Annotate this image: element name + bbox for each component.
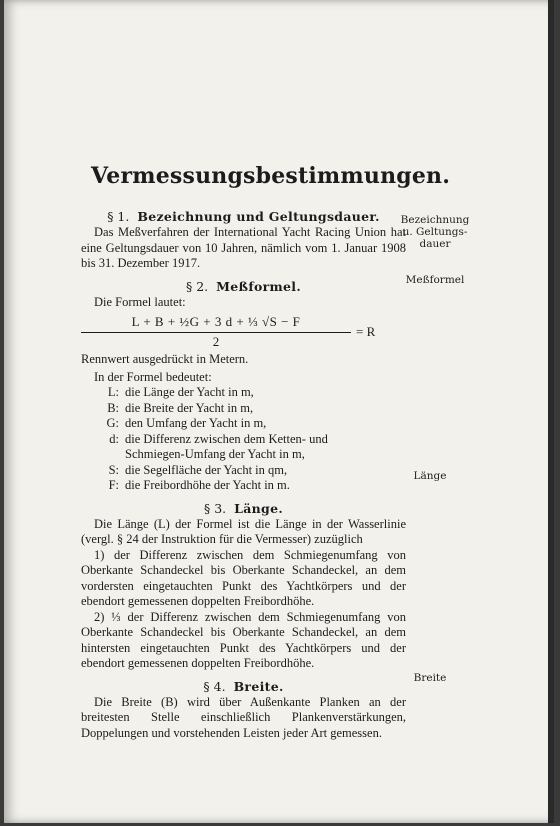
margin-note-2: Meßformel <box>405 274 465 286</box>
formula-numerator: L + B + ½G + 3 d + ⅓ √S − F <box>131 314 301 329</box>
definitions-list <box>81 370 406 494</box>
section-3-paragraph: Die Länge (L) der Formel ist die Länge in der Wasserlinie (vergl. § 24 der Instruktion für die Vermesser) zuzüglich <box>81 516 406 546</box>
book-page <box>4 0 554 823</box>
section-title: Breite. <box>233 678 284 694</box>
section-number: § 3. <box>204 500 227 516</box>
section-1-text: Das Meßverfahren der International Yacht Racing Union hat eine Geltungsdauer von 10 Jahren, nämlich vom 1. Januar 1908 bis 31. Dezember 1917. <box>81 225 406 270</box>
definition-text: die Breite der Yacht in m, <box>125 400 254 415</box>
section-title: Bezeichnung und Geltungsdauer. <box>137 209 380 224</box>
section-3-paragraph: 2) ⅓ der Differenz zwischen dem Schmiegenumfang von Oberkante Schandeckel bis Oberkante Schandeckel, an dem hintersten eingetauchten Punkt des Yachtkörpers und der ebendort gemessenen doppelten Freibordhöhe. <box>81 609 406 670</box>
definition-text: den Umfang der Yacht in m, <box>125 416 267 430</box>
definition-symbol: G: <box>106 416 119 430</box>
definition-row <box>81 416 406 432</box>
section-3-heading <box>81 501 406 517</box>
definition-row <box>81 401 406 417</box>
definition-text: die Freibordhöhe der Yacht in m. <box>125 478 290 492</box>
definition-text: die Länge der Yacht in m, <box>125 385 254 399</box>
section-number: § 1. <box>107 209 130 224</box>
definition-row <box>81 478 406 494</box>
page-edge <box>548 0 554 823</box>
definition-symbol: B: <box>107 400 119 415</box>
margin-note-1: Bezeichnung u. Geltungs-dauer <box>400 214 470 250</box>
definition-row <box>81 463 406 479</box>
page-title: Vermessungsbestimmungen. <box>91 163 451 189</box>
definition-symbol: d: <box>109 431 119 446</box>
section-number: § 4. <box>203 678 226 694</box>
definition-continuation: Schmiegen-Umfang der Yacht in m, <box>125 447 305 461</box>
formula <box>81 314 406 350</box>
section-4-text: Die Breite (B) wird über Außenkante Planken an der breitesten Stelle einschließlich Plankenverstärkungen, Doppelungen und vorstehenden Leisten jeder Art gemessen. <box>81 694 406 740</box>
formula-explanation: Rennwert ausgedrückt in Metern. <box>81 352 249 366</box>
formula-denominator: 2 <box>212 334 220 349</box>
definition-symbol: L: <box>107 385 119 399</box>
section-number: § 2. <box>185 278 209 294</box>
section-2-heading <box>81 279 406 295</box>
definition-text: die Differenz zwischen dem Ketten- und <box>125 431 328 446</box>
section-4-heading <box>81 679 406 695</box>
definitions-intro: In der Formel bedeutet: <box>94 369 212 384</box>
definition-row <box>81 432 406 448</box>
margin-note-3: Länge <box>413 470 447 482</box>
definition-symbol: F: <box>108 478 119 492</box>
fraction-bar <box>81 332 351 333</box>
formula-result: = R <box>356 324 376 339</box>
section-3-paragraph: 1) der Differenz zwischen dem Schmiegenumfang von Oberkante Schandeckel bis Oberkante Schandeckel, an dem vordersten eingetauchten Punkt des Yachtkörpers und der ebendort gemessenen doppelten Freibordhöhe. <box>81 547 406 608</box>
formula-intro: Die Formel lautet: <box>94 294 186 309</box>
definition-symbol: S: <box>108 462 119 477</box>
section-title: Länge. <box>234 500 283 516</box>
formula-fraction <box>81 314 351 349</box>
definition-row <box>81 385 406 401</box>
section-title: Meßformel. <box>216 278 302 294</box>
section-1-heading <box>81 209 406 225</box>
definition-text: die Segelfläche der Yacht in qm, <box>125 462 288 477</box>
margin-note-4: Breite <box>413 672 447 684</box>
